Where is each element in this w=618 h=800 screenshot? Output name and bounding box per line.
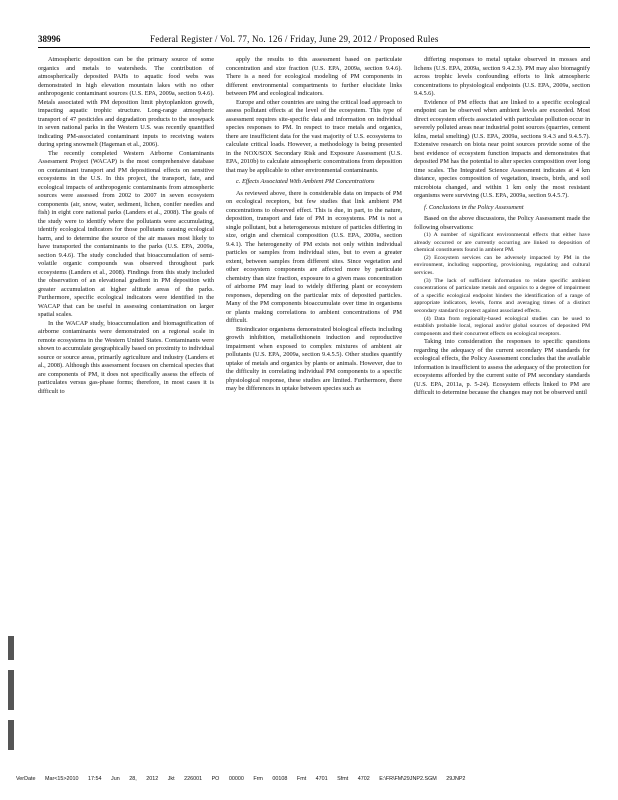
observation-item: (2) Ecosystem services can be adversely impacted by PM in the environment, including supporting, provisioning, regulating and cultural services. [414, 254, 590, 276]
column-2 [226, 56, 402, 770]
paragraph: differing responses to metal uptake observed in mosses and lichens (U.S. EPA, 2009a, section 9.4.2.3). PM may also biomagnify across trophic levels confounding efforts to link atmospheric concentrations to physiological endpoints (U.S. EPA, 2009a, section 9.4.5.6). [414, 56, 590, 97]
page-number: 38996 [38, 34, 61, 44]
observation-item: (4) Data from regionally-based ecological studies can be used to establish probable local, regional and/or global sources of deposited PM components and their concurrent effects on ecological receptors. [414, 315, 590, 337]
header-rule [38, 47, 590, 48]
column-3 [414, 56, 590, 770]
paragraph: Evidence of PM effects that are linked to a specific ecological endpoint can be observed when ambient levels are exceeded. Most direct ecosystem effects associated with particulate pollution occur in severely polluted areas near industrial point sources (quarries, cement kilns, metal smelting) (U.S. EPA, 2009a, sections 9.4.3 and 9.4.5.7). Extensive research on biota near point sources provide some of the best evidence of ecosystem function impacts and demonstrates that deposited PM has the potential to alter species composition over long time scales. The Integrated Science Assessment indicates at 4 km distance, species composition of vegetation, insects, birds, and soil microbiota changed, and within 1 km only the most resistant organisms were surviving (U.S. EPA, 2009a, section 9.4.5.7). [414, 98, 590, 199]
margin-mark [8, 720, 14, 750]
body-columns [38, 56, 590, 770]
observation-item: (1) A number of significant environmental effects that either have already occurred or are currently occurring are linked to deposition of chemical constituents found in ambient PM. [414, 232, 590, 254]
publication-line: Federal Register / Vol. 77, No. 126 / Friday, June 29, 2012 / Proposed Rules [150, 34, 439, 44]
paragraph: Taking into consideration the responses to specific questions regarding the adequacy of the current secondary PM standards for ecological effects, the Policy Assessment concludes that the available information is insufficient to assess the adequacy of the protection for ecosystems afforded by the current suite of PM secondary standards (U.S. EPA, 2011a, p. 5-24). Ecosystem effects linked to PM are difficult to determine because the changes may not be observed until [414, 338, 590, 397]
paragraph: Bioindicator organisms demonstrated biological effects including growth inhibition, metallothionein induction and reproductive impairment when exposed to complex mixtures of ambient air pollutants (U.S. EPA, 2009a, section 9.4.5.5). Other studies quantify uptake of metals and organics by plants or animals. However, due to the difficulty in correlating individual PM components to a specific physiological response, these studies are limited. Furthermore, there may be differences in uptake between species such as [226, 325, 402, 392]
section-heading: f. Conclusions in the Policy Assessment [424, 203, 524, 211]
margin-mark [8, 670, 14, 710]
paragraph: In the WACAP study, bioaccumulation and biomagnification of airborne contaminants were demonstrated on a regional scale in remote ecosystems in the Western United States. Contaminants were shown to accumulate geographically based on proximity to individual source or source areas, primarily agriculture and industry (Landers et al., 2008). Although this assessment focuses on chemical species that are components of PM, it does not specifically assess the effects of particulates versus gas-phase forms; therefore, in most cases it is difficult to [38, 319, 214, 395]
paragraph: The recently completed Western Airborne Contaminants Assessment Project (WACAP) is the most comprehensive database on contaminant transport and PM depositional effects on sensitive ecosystems in the U.S. In this project, the transport, fate, and ecological impacts of anthropogenic contaminants from atmospheric sources were assessed from 2002 to 2007 in seven ecosystem components (air, snow, water, sediment, lichen, conifer needles and fish) in eight core national parks (Landers et al., 2008). The goals of the study were to identify where the pollutants were accumulating, identify ecological indicators for those pollutants causing ecological harm, and to determine the source of the air masses most likely to have transported the contaminants to the parks (U.S. EPA, 2009a, section 9.4.6). The study concluded that bioaccumulation of semi-volatile organic compounds was observed throughout park ecosystems (Landers et al., 2008). Findings from this study included the observation of an elevational gradient in PM deposition with greater accumulation at higher altitude areas of the parks. Furthermore, specific ecological indicators were identified in the WACAP that can be useful in assessing contamination on larger spatial scales. [38, 149, 214, 318]
observation-item: (3) The lack of sufficient information to relate specific ambient concentrations of particulate metals and organics to a degree of impairment of a specific ecological endpoint hinders the identification of a range of appropriate indicators, levels, forms and averaging times of a distinct secondary standard to protect against associated effects. [414, 277, 590, 314]
margin-mark [8, 636, 14, 660]
column-1 [38, 56, 214, 770]
paragraph: As reviewed above, there is considerable data on impacts of PM on ecological receptors, but few studies that link ambient PM concentrations to observed effect. This is due, in part, to the nature, deposition, transport and fate of PM in ecosystems. PM is not a single pollutant, but a heterogeneous mixture of particles differing in size, origin and chemical composition (U.S. EPA, 2009a, section 9.4.1). The heterogeneity of PM exists not only within individual particles or samples from individual sites, but to even a greater extent, between samples from different sites. Since vegetation and other ecosystem components are affected more by particulate chemistry than size fraction, exposure to a given mass concentration of airborne PM may lead to widely differing plant or ecosystem responses, depending on the particular mix of deposited particles. Many of the PM components bioaccumulate over time in organisms or plants making correlations to ambient concentrations of PM difficult. [226, 189, 402, 324]
paragraph: Atmospheric deposition can be the primary source of some organics and metals to watersheds. The contribution of atmospherically deposited PAHs to aquatic food webs was demonstrated in high elevation mountain lakes with no other anthropogenic contaminant sources (U.S. EPA, 2009a, section 9.4.6). Metals associated with PM deposition limit phytoplankton growth, impacting aquatic trophic structure. Long-range atmospheric transport of 47 pesticides and degradation products to the snowpack in seven national parks in the Western U.S. was recently quantified indicating PM-associated contaminant inputs to receiving waters during spring snowmelt (Hageman et al., 2006). [38, 56, 214, 148]
section-heading: c. Effects Associated With Ambient PM Concentrations [236, 178, 375, 185]
paragraph: Europe and other countries are using the critical load approach to assess pollutant effects at the level of the ecosystem. This type of assessment requires site-specific data and information on individual species responses to PM. In respect to trace metals and organics, there are insufficient data for the vast majority of U.S. ecosystems to calculate critical loads. However, a methodology is being presented in the NOX/SOX Secondary Risk and Exposure Assessment (U.S. EPA, 2010b) to calculate atmospheric concentrations from deposition that may be applicable to other environmental contaminants. [226, 98, 402, 174]
print-footer: VerDate Mar<15>2010 17:54 Jun 28, 2012 Jkt 226001 PO 00000 Frm 00108 Fmt 4701 Sfmt 4702 E:\FR\FM\29JNP2.SGM 29JNP2 [16, 776, 466, 782]
paragraph: Based on the above discussions, the Policy Assessment made the following observations: [414, 215, 590, 231]
page-header [38, 34, 590, 48]
paragraph: apply the results to this assessment based on particulate concentration and size fraction (U.S. EPA, 2009a, section 9.4.6). There is a need for ecological modeling of PM components in different environmental compartments to further elucidate links between PM and ecological indicators. [226, 56, 402, 97]
